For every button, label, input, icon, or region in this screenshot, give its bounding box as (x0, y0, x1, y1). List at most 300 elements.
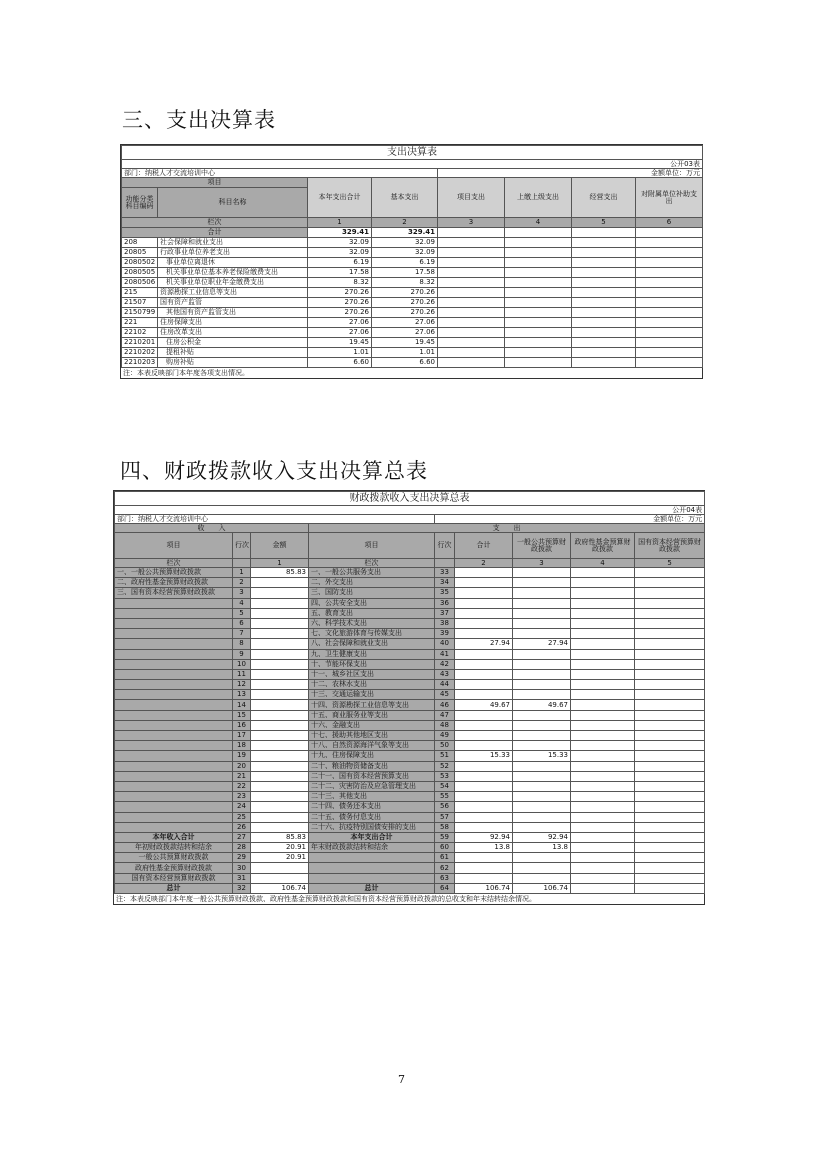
expense-rowno: 61 (435, 853, 455, 863)
income-item (115, 690, 233, 700)
header-item: 项目 (309, 533, 435, 559)
expense-rowno: 57 (435, 812, 455, 822)
expense-rowno: 45 (435, 690, 455, 700)
income-item: 一般公共预算财政拨款 (115, 853, 233, 863)
income-amount (251, 863, 309, 873)
income-amount (251, 629, 309, 639)
table-row (122, 248, 703, 258)
expense-item (309, 873, 435, 883)
income-rowno: 11 (233, 669, 251, 679)
expense-gov-fund (571, 690, 635, 700)
col-num: 2 (372, 218, 438, 228)
expense-general (513, 680, 571, 690)
amount-total: 27.06 (308, 318, 372, 328)
income-amount (251, 680, 309, 690)
income-amount (251, 822, 309, 832)
header-amount: 金额 (251, 533, 309, 559)
expense-item: 一、一般公共服务支出 (309, 568, 435, 578)
expense-gov-fund (571, 751, 635, 761)
expense-item: 总计 (309, 883, 435, 893)
expense-gov-fund (571, 659, 635, 669)
expense-state-capital (635, 843, 705, 853)
income-rowno: 14 (233, 700, 251, 710)
income-rowno: 27 (233, 832, 251, 842)
expense-item (309, 853, 435, 863)
empty-cell (572, 308, 636, 318)
empty-cell (438, 348, 505, 358)
income-item (115, 659, 233, 669)
income-item (115, 649, 233, 659)
income-rowno: 26 (233, 822, 251, 832)
table-row (115, 812, 705, 822)
expense-general (513, 802, 571, 812)
expense-total (455, 629, 513, 639)
income-rowno: 24 (233, 802, 251, 812)
amount-unit: 金额单位：万元 (435, 515, 705, 524)
empty-cell (438, 258, 505, 268)
empty-cell (572, 248, 636, 258)
subject-code: 2210203 (122, 358, 158, 368)
expense-total (455, 792, 513, 802)
expense-total (455, 802, 513, 812)
header-rowno: 行次 (435, 533, 455, 559)
expense-rowno: 35 (435, 588, 455, 598)
empty-cell (438, 328, 505, 338)
expense-gov-fund (571, 853, 635, 863)
expense-state-capital (635, 588, 705, 598)
expense-item: 十七、援助其他地区支出 (309, 731, 435, 741)
empty-cell (505, 258, 572, 268)
empty-cell (636, 238, 703, 248)
col-num: 1 (308, 218, 372, 228)
expense-gov-fund (571, 720, 635, 730)
subject-name: 其他国有资产监管支出 (158, 308, 308, 318)
income-item (115, 761, 233, 771)
expense-state-capital (635, 659, 705, 669)
income-rowno: 9 (233, 649, 251, 659)
col-num: 3 (513, 559, 571, 568)
subject-code: 2080506 (122, 278, 158, 288)
expense-gov-fund (571, 843, 635, 853)
empty-cell (438, 358, 505, 368)
amount-total: 19.45 (308, 338, 372, 348)
expense-gov-fund (571, 832, 635, 842)
expense-gov-fund (571, 863, 635, 873)
expense-item: 十四、资源勘探工业信息等支出 (309, 700, 435, 710)
expense-rowno: 47 (435, 710, 455, 720)
expense-item: 二十三、其他支出 (309, 792, 435, 802)
income-rowno: 25 (233, 812, 251, 822)
expense-rowno: 48 (435, 720, 455, 730)
amount-total: 270.26 (308, 298, 372, 308)
subject-name: 社会保障和就业支出 (158, 238, 308, 248)
expense-gov-fund (571, 598, 635, 608)
expense-general (513, 568, 571, 578)
empty-cell (636, 358, 703, 368)
expense-rowno: 39 (435, 629, 455, 639)
income-item (115, 669, 233, 679)
income-rowno: 23 (233, 792, 251, 802)
amount-basic: 27.06 (372, 318, 438, 328)
expense-rowno: 41 (435, 649, 455, 659)
income-rowno: 7 (233, 629, 251, 639)
table-row (115, 568, 705, 578)
expense-gov-fund (571, 608, 635, 618)
income-item (115, 639, 233, 649)
expense-rowno: 40 (435, 639, 455, 649)
subject-code: 21507 (122, 298, 158, 308)
subject-name: 住房保障支出 (158, 318, 308, 328)
income-rowno: 5 (233, 608, 251, 618)
expense-state-capital (635, 781, 705, 791)
col-num: 6 (636, 218, 703, 228)
expense-general (513, 853, 571, 863)
expense-total: 49.67 (455, 700, 513, 710)
empty-cell (505, 348, 572, 358)
income-rowno: 32 (233, 883, 251, 893)
total-label: 合计 (122, 228, 308, 238)
empty-cell (505, 278, 572, 288)
empty-cell (572, 298, 636, 308)
income-rowno: 8 (233, 639, 251, 649)
empty-cell (636, 248, 703, 258)
table-row (115, 669, 705, 679)
table-row (115, 629, 705, 639)
subject-name: 国有资产监管 (158, 298, 308, 308)
header-item: 项目 (115, 533, 233, 559)
subject-code: 2210202 (122, 348, 158, 358)
expense-rowno: 44 (435, 680, 455, 690)
expense-rowno: 46 (435, 700, 455, 710)
expense-total (455, 690, 513, 700)
total-value (572, 228, 636, 238)
expense-state-capital (635, 802, 705, 812)
amount-basic: 19.45 (372, 338, 438, 348)
table-row (122, 258, 703, 268)
table-row (115, 588, 705, 598)
empty-cell (572, 348, 636, 358)
expense-rowno: 63 (435, 873, 455, 883)
empty-cell (636, 308, 703, 318)
income-item: 本年收入合计 (115, 832, 233, 842)
empty-cell (636, 258, 703, 268)
income-item: 年初财政拨款结转和结余 (115, 843, 233, 853)
col-num: 1 (251, 559, 309, 568)
col-num: 3 (438, 218, 505, 228)
empty-cell (572, 318, 636, 328)
empty-cell (505, 268, 572, 278)
subject-name: 行政事业单位养老支出 (158, 248, 308, 258)
expense-gov-fund (571, 812, 635, 822)
empty-cell (438, 278, 505, 288)
income-item (115, 781, 233, 791)
empty-cell (438, 318, 505, 328)
expense-rowno: 33 (435, 568, 455, 578)
expense-item: 二十六、抗疫特别国债安排的支出 (309, 822, 435, 832)
expense-item: 六、科学技术支出 (309, 618, 435, 628)
income-rowno: 16 (233, 720, 251, 730)
income-amount (251, 792, 309, 802)
table-row (115, 618, 705, 628)
table-row (122, 308, 703, 318)
expense-rowno: 59 (435, 832, 455, 842)
expense-total (455, 680, 513, 690)
empty-cell (505, 328, 572, 338)
expense-gov-fund (571, 761, 635, 771)
amount-unit: 金额单位：万元 (438, 169, 703, 178)
expense-item: 十二、农林水支出 (309, 680, 435, 690)
expense-item: 二、外交支出 (309, 578, 435, 588)
income-item (115, 792, 233, 802)
expense-total (455, 731, 513, 741)
expense-total (455, 588, 513, 598)
income-item: 总计 (115, 883, 233, 893)
table-row (115, 578, 705, 588)
subject-code: 215 (122, 288, 158, 298)
income-amount (251, 873, 309, 883)
expense-rowno: 56 (435, 802, 455, 812)
income-item (115, 751, 233, 761)
empty-cell (438, 248, 505, 258)
income-amount (251, 731, 309, 741)
expense-general (513, 608, 571, 618)
income-item (115, 618, 233, 628)
amount-basic: 270.26 (372, 308, 438, 318)
expense-item: 本年支出合计 (309, 832, 435, 842)
expense-state-capital (635, 761, 705, 771)
expense-total (455, 761, 513, 771)
expense-state-capital (635, 731, 705, 741)
section4-heading: 四、财政拨款收入支出决算总表 (120, 459, 428, 483)
income-amount (251, 639, 309, 649)
income-amount (251, 649, 309, 659)
subject-name: 事业单位离退休 (158, 258, 308, 268)
empty-cell (636, 298, 703, 308)
empty-cell (636, 348, 703, 358)
page-number: 7 (398, 1073, 405, 1086)
expense-general: 13.8 (513, 843, 571, 853)
income-rowno: 10 (233, 659, 251, 669)
income-rowno: 18 (233, 741, 251, 751)
income-amount (251, 659, 309, 669)
expense-rowno: 52 (435, 761, 455, 771)
expense-item: 二十、粮油物资储备支出 (309, 761, 435, 771)
income-rowno: 13 (233, 690, 251, 700)
expense-gov-fund (571, 578, 635, 588)
table-row (122, 328, 703, 338)
expense-general: 92.94 (513, 832, 571, 842)
subject-code: 2210201 (122, 338, 158, 348)
department: 部门：纳税人才交流培训中心 (122, 169, 438, 178)
income-rowno: 22 (233, 781, 251, 791)
expense-item: 二十四、债务还本支出 (309, 802, 435, 812)
total-value (505, 228, 572, 238)
col-num: 5 (635, 559, 705, 568)
income-item: 一、一般公共预算财政拨款 (115, 568, 233, 578)
expense-general (513, 598, 571, 608)
expense-total: 13.8 (455, 843, 513, 853)
expense-rowno: 42 (435, 659, 455, 669)
expense-state-capital (635, 751, 705, 761)
table-row (115, 608, 705, 618)
expense-total: 106.74 (455, 883, 513, 893)
expense-rowno: 34 (435, 578, 455, 588)
expense-total (455, 741, 513, 751)
table-row (115, 731, 705, 741)
expense-item: 九、卫生健康支出 (309, 649, 435, 659)
header-col-2: 基本支出 (372, 178, 438, 218)
expense-total (455, 618, 513, 628)
expense-item: 二十二、灾害防治及应急管理支出 (309, 781, 435, 791)
expense-state-capital (635, 649, 705, 659)
expense-gov-fund (571, 822, 635, 832)
income-item (115, 741, 233, 751)
income-amount: 85.83 (251, 832, 309, 842)
expense-item: 三、国防支出 (309, 588, 435, 598)
income-amount (251, 588, 309, 598)
empty-cell (505, 358, 572, 368)
expense-total (455, 669, 513, 679)
expense-gov-fund (571, 618, 635, 628)
expense-rowno: 50 (435, 741, 455, 751)
income-rowno: 4 (233, 598, 251, 608)
table-row (115, 598, 705, 608)
expense-state-capital (635, 598, 705, 608)
expense-item: 十五、商业服务业等支出 (309, 710, 435, 720)
amount-total: 6.60 (308, 358, 372, 368)
amount-basic: 17.58 (372, 268, 438, 278)
income-amount (251, 669, 309, 679)
subject-name: 购房补贴 (158, 358, 308, 368)
table-row (115, 720, 705, 730)
expense-rowno: 64 (435, 883, 455, 893)
table-row (115, 853, 705, 863)
expense-rowno: 36 (435, 598, 455, 608)
expense-item: 十三、交通运输支出 (309, 690, 435, 700)
note: 注：本表反映部门本年度一般公共预算财政拨款、政府性基金预算财政拨款和国有资本经营预算财政拨款的总收支和年末结转结余情况。 (116, 895, 536, 903)
subject-name: 机关事业单位职业年金缴费支出 (158, 278, 308, 288)
income-rowno: 2 (233, 578, 251, 588)
expense-state-capital (635, 812, 705, 822)
subject-name: 住房公积金 (158, 338, 308, 348)
expense-rowno: 49 (435, 731, 455, 741)
expense-state-capital (635, 639, 705, 649)
subject-code: 2080502 (122, 258, 158, 268)
header-rowno: 行次 (233, 533, 251, 559)
expense-general: 49.67 (513, 700, 571, 710)
expense-state-capital (635, 741, 705, 751)
expense-gov-fund (571, 873, 635, 883)
table-row (115, 873, 705, 883)
amount-total: 32.09 (308, 238, 372, 248)
empty-cell (572, 258, 636, 268)
expense-total (455, 822, 513, 832)
expense-gov-fund (571, 680, 635, 690)
income-item: 二、政府性基金预算财政拨款 (115, 578, 233, 588)
table-row (115, 822, 705, 832)
expense-state-capital (635, 853, 705, 863)
expense-general (513, 629, 571, 639)
col-num: 5 (572, 218, 636, 228)
expense-gov-fund (571, 639, 635, 649)
income-amount (251, 781, 309, 791)
empty-cell (505, 298, 572, 308)
expense-gov-fund (571, 649, 635, 659)
income-amount: 20.91 (251, 843, 309, 853)
header-code: 功能分类科目编码 (122, 188, 158, 218)
empty-cell (505, 248, 572, 258)
expense-general (513, 741, 571, 751)
empty-cell (438, 288, 505, 298)
header-item: 项目 (122, 178, 308, 188)
expense-gov-fund (571, 741, 635, 751)
income-amount (251, 771, 309, 781)
table-row (115, 639, 705, 649)
expense-state-capital (635, 700, 705, 710)
expense-rowno: 51 (435, 751, 455, 761)
expense-total (455, 649, 513, 659)
expense-general (513, 812, 571, 822)
form-number: 公开03表 (122, 160, 703, 169)
expense-state-capital (635, 720, 705, 730)
expense-state-capital (635, 680, 705, 690)
table-row (115, 649, 705, 659)
table-row (115, 832, 705, 842)
amount-total: 270.26 (308, 308, 372, 318)
empty-cell (636, 278, 703, 288)
income-amount (251, 751, 309, 761)
income-rowno: 1 (233, 568, 251, 578)
amount-total: 27.06 (308, 328, 372, 338)
expense-state-capital (635, 822, 705, 832)
expense-item: 五、教育支出 (309, 608, 435, 618)
expense-general (513, 649, 571, 659)
income-item (115, 700, 233, 710)
expense-total (455, 873, 513, 883)
income-item (115, 720, 233, 730)
expense-general (513, 781, 571, 791)
income-item: 政府性基金预算财政拨款 (115, 863, 233, 873)
fiscal-table-title: 财政拨款收入支出决算总表 (115, 492, 705, 506)
amount-total: 1.01 (308, 348, 372, 358)
expense-state-capital (635, 883, 705, 893)
department: 部门：纳税人才交流培训中心 (115, 515, 435, 524)
income-rowno: 31 (233, 873, 251, 883)
col-num: 4 (571, 559, 635, 568)
expense-rowno: 60 (435, 843, 455, 853)
expense-general (513, 710, 571, 720)
expense-general (513, 731, 571, 741)
income-header: 收 入 (115, 524, 309, 533)
subject-code: 20805 (122, 248, 158, 258)
table-row (115, 751, 705, 761)
expense-rowno: 37 (435, 608, 455, 618)
subject-code: 221 (122, 318, 158, 328)
expense-state-capital (635, 690, 705, 700)
expense-state-capital (635, 771, 705, 781)
table-row (115, 883, 705, 893)
expense-state-capital (635, 669, 705, 679)
empty-cell (572, 238, 636, 248)
expense-general (513, 588, 571, 598)
income-amount (251, 741, 309, 751)
expense-item: 四、公共安全支出 (309, 598, 435, 608)
expense-total: 15.33 (455, 751, 513, 761)
amount-basic: 32.09 (372, 238, 438, 248)
amount-basic: 6.19 (372, 258, 438, 268)
expense-rowno: 55 (435, 792, 455, 802)
income-amount (251, 802, 309, 812)
